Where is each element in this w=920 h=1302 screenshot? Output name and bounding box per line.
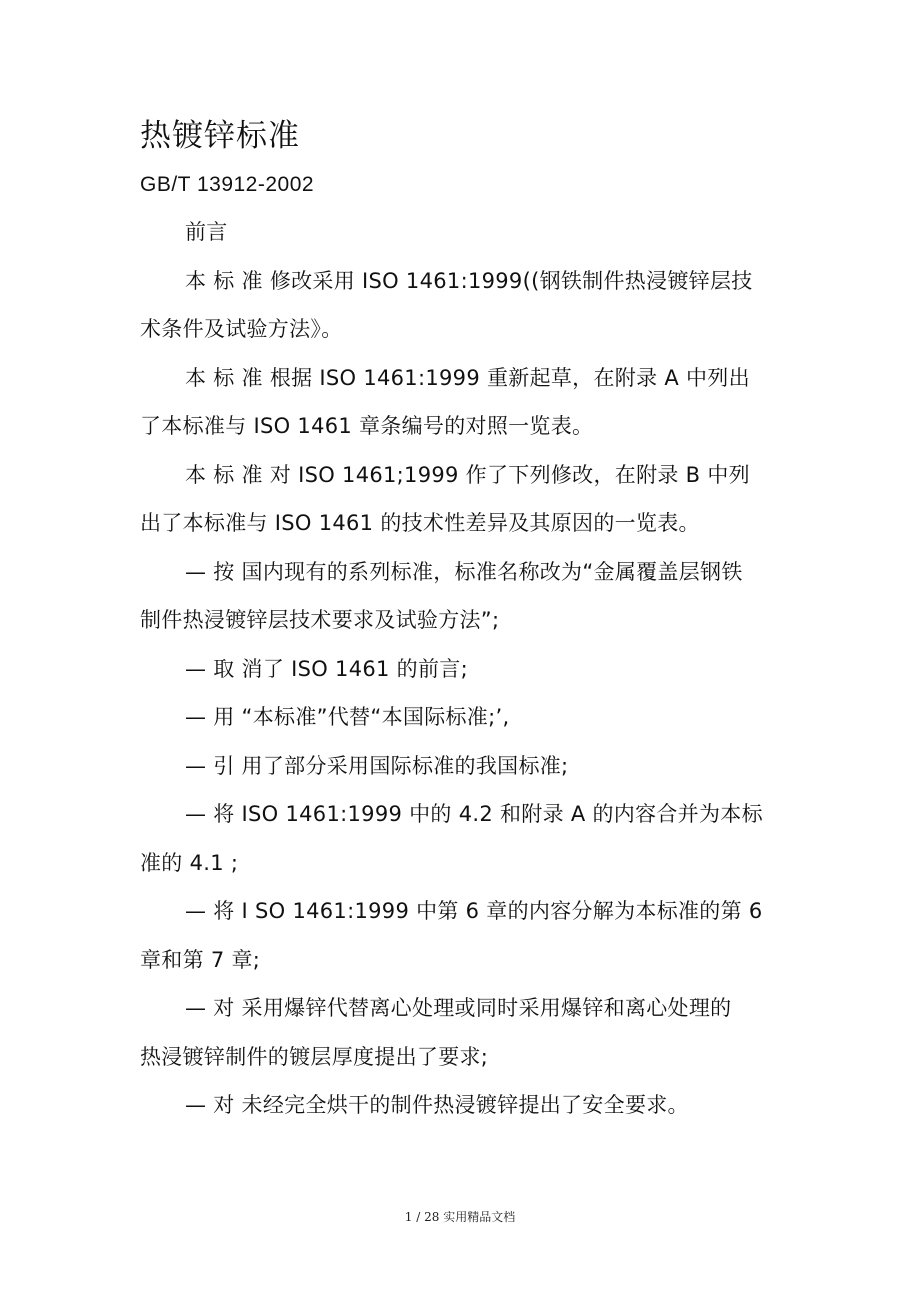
body-line: 本 标 准 根据 ISO 1461:1999 重新起草，在附录 A 中列出 [185,365,750,390]
body-line: 准的 4.1 ; [140,850,239,875]
body-line: 前言 [185,220,228,244]
body-line: — 对 未经完全烘干的制件热浸镀锌提出了安全要求。 [185,1093,689,1117]
document-body [140,208,790,1130]
body-line: 本 标 准 修改采用 ISO 1461:1999((钢铁制件热浸镀锌层技 [185,268,753,293]
body-line: — 对 采用爆锌代替离心处理或同时采用爆锌和离心处理的 [185,996,732,1020]
body-line: 热浸镀锌制件的镀层厚度提出了要求; [140,1044,489,1069]
body-line: 章和第 7 章; [140,947,261,972]
page-footer: 1 / 28 实用精品文档 [404,1210,516,1224]
body-line: 本 标 准 对 ISO 1461;1999 作了下列修改，在附录 B 中列 [185,462,750,487]
body-line: — 用 “本标准”代替“本国际标准;’, [185,705,510,729]
document-title: 热镀锌标准 [140,118,300,154]
body-line: — 取 消了 ISO 1461 的前言; [185,656,468,681]
body-line: 出了本标准与 ISO 1461 的技术性差异及其原因的一览表。 [140,511,700,535]
body-line: — 将 ISO 1461:1999 中的 4.2 和附录 A 的内容合并为本标 [185,802,763,826]
body-line: — 按 国内现有的系列标准，标准名称改为“金属覆盖层钢铁 [185,559,743,584]
body-line: 了本标准与 ISO 1461 章条编号的对照一览表。 [140,414,594,438]
body-line: 制件热浸镀锌层技术要求及试验方法”; [140,608,500,632]
standard-code: GB/T 13912-2002 [140,173,315,196]
body-line: — 将 I SO 1461:1999 中第 6 章的内容分解为本标准的第 6 [185,899,763,923]
body-line: — 引 用了部分采用国际标准的我国标准; [185,753,569,778]
body-line: 术条件及试验方法》。 [140,317,343,341]
